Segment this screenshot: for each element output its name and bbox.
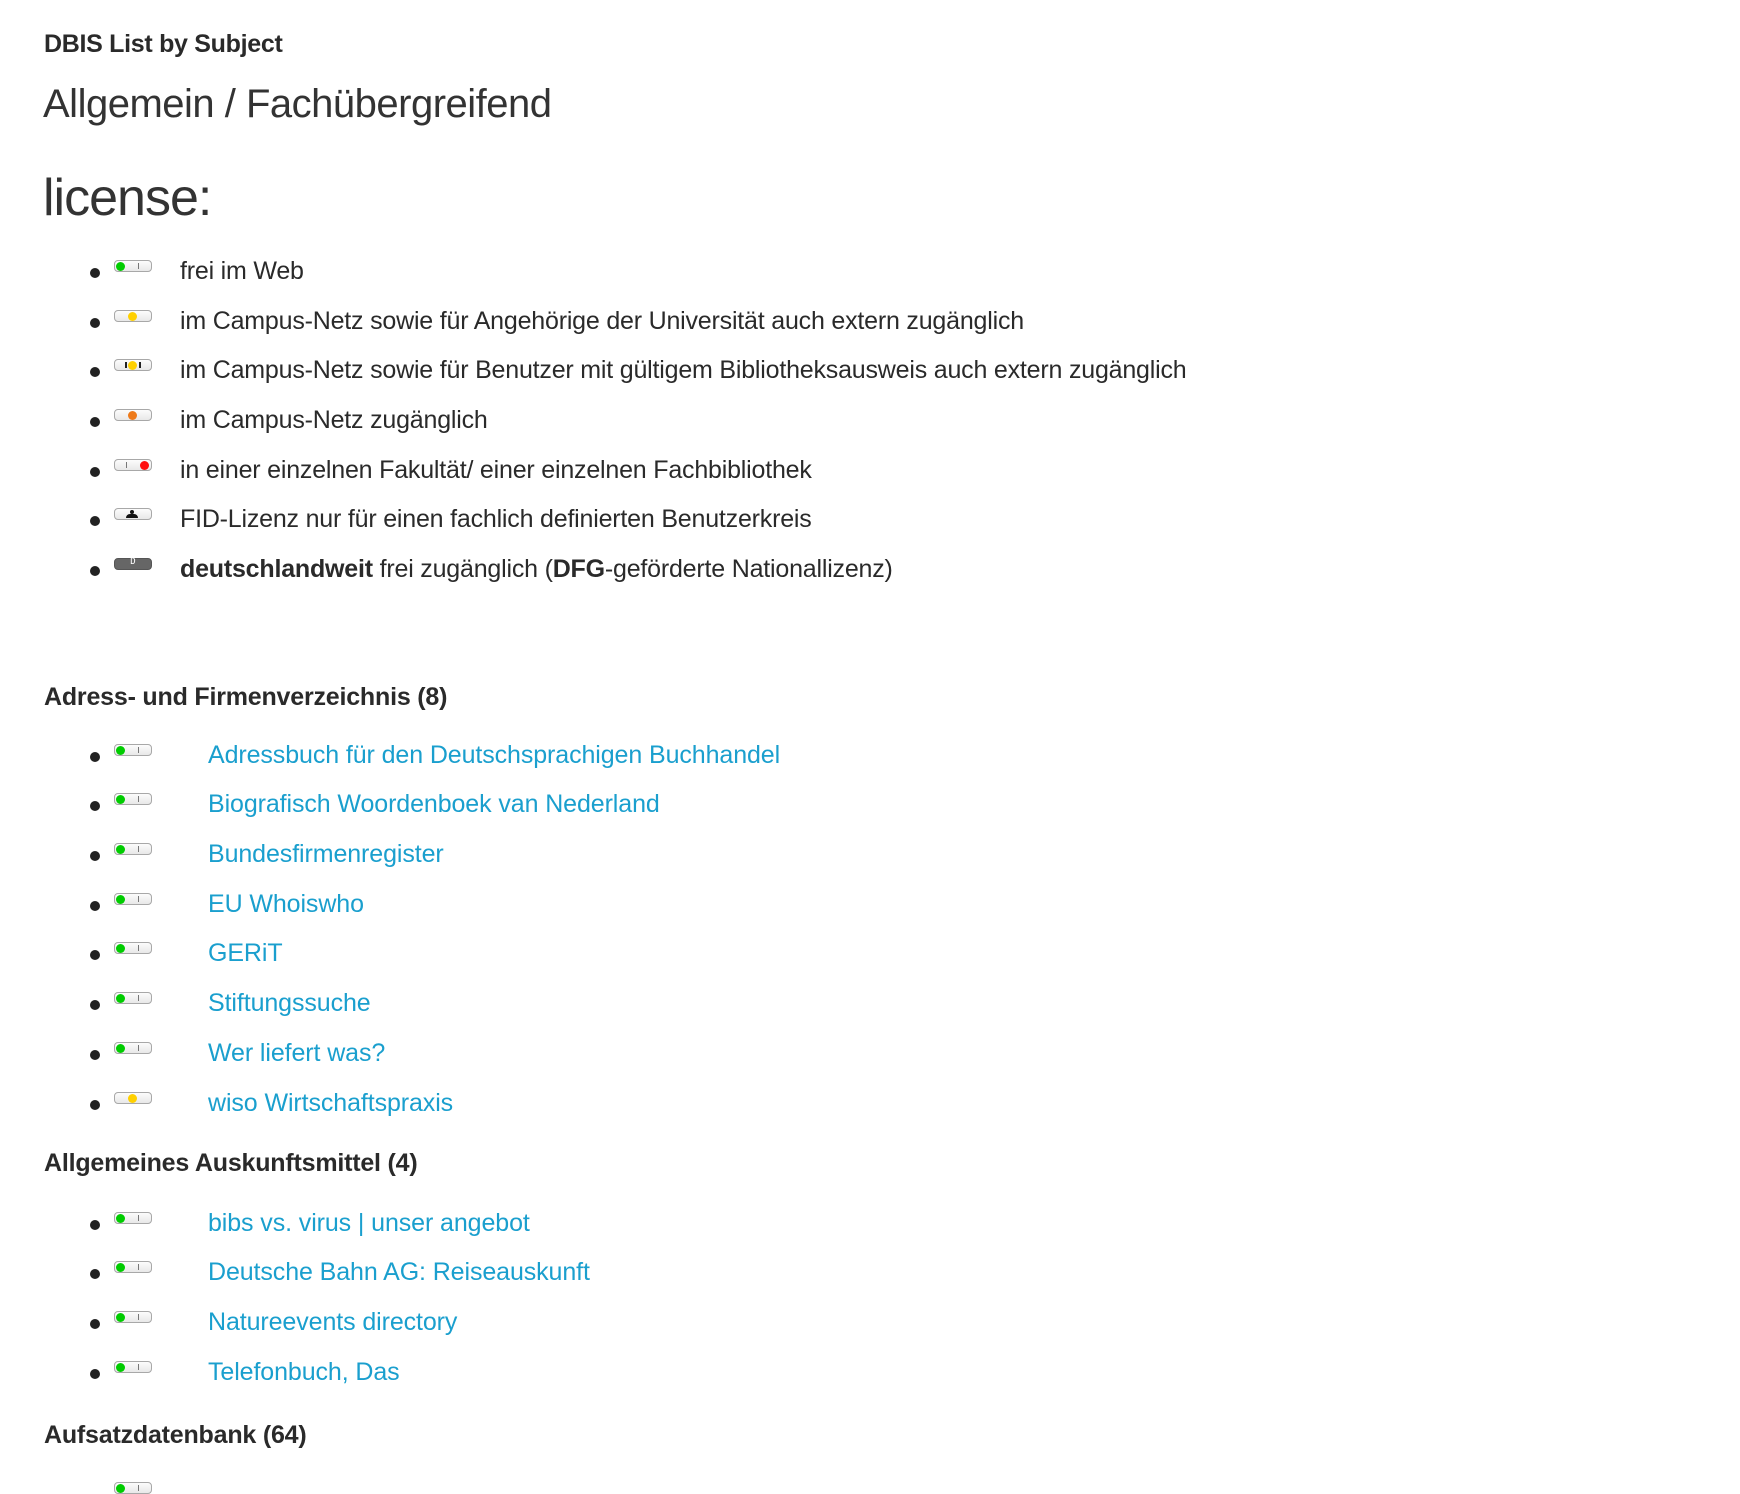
subject-title: Allgemein / Fachübergreifend xyxy=(43,82,552,126)
section-heading: Adress- und Firmenverzeichnis (8) xyxy=(44,683,448,711)
fid-user-icon xyxy=(114,508,152,520)
database-link[interactable]: GERiT xyxy=(208,939,283,967)
database-link[interactable]: Deutsche Bahn AG: Reiseauskunft xyxy=(208,1258,590,1286)
yellow-traffic-light-icon xyxy=(114,310,152,322)
database-link[interactable]: Bundesfirmenregister xyxy=(208,840,444,868)
database-link[interactable]: bibs vs. virus | unser angebot xyxy=(208,1209,530,1237)
green-traffic-light-icon xyxy=(114,942,152,954)
green-traffic-light-icon xyxy=(114,1261,152,1273)
bullet-icon xyxy=(90,417,100,427)
bullet-icon xyxy=(90,367,100,377)
bullet-icon xyxy=(90,268,100,278)
legend-text: im Campus-Netz zugänglich xyxy=(180,406,488,434)
legend-text: frei im Web xyxy=(180,257,304,285)
database-link[interactable]: Adressbuch für den Deutschsprachigen Buchhandel xyxy=(208,741,781,769)
green-traffic-light-icon xyxy=(114,1482,152,1494)
yellow-traffic-light-icon xyxy=(114,1092,152,1104)
legend-text: im Campus-Netz sowie für Angehörige der Universität auch extern zugänglich xyxy=(180,307,1024,335)
green-traffic-light-icon xyxy=(114,744,152,756)
green-traffic-light-icon xyxy=(114,1311,152,1323)
green-traffic-light-icon xyxy=(114,260,152,272)
database-link[interactable]: Biografisch Woordenboek van Nederland xyxy=(208,790,660,818)
red-traffic-light-icon xyxy=(114,459,152,471)
database-link[interactable]: Stiftungssuche xyxy=(208,989,371,1017)
section-heading: Aufsatzdatenbank (64) xyxy=(44,1421,307,1449)
green-traffic-light-icon xyxy=(114,1042,152,1054)
green-traffic-light-icon xyxy=(114,843,152,855)
bullet-icon xyxy=(90,516,100,526)
section-heading: Allgemeines Auskunftsmittel (4) xyxy=(44,1149,418,1177)
orange-traffic-light-icon xyxy=(114,409,152,421)
green-traffic-light-icon xyxy=(114,1361,152,1373)
green-traffic-light-icon xyxy=(114,893,152,905)
legend-text: in einer einzelnen Fakultät/ einer einzelnen Fachbibliothek xyxy=(180,456,812,484)
legend-text: im Campus-Netz sowie für Benutzer mit gültigem Bibliotheksausweis auch extern zugänglich xyxy=(180,356,1187,384)
green-traffic-light-icon xyxy=(114,992,152,1004)
national-license-d-icon: D xyxy=(114,558,152,570)
database-link[interactable]: Natureevents directory xyxy=(208,1308,458,1336)
bullet-icon xyxy=(90,566,100,576)
bullet-icon xyxy=(90,318,100,328)
legend-text: FID-Lizenz nur für einen fachlich definierten Benutzerkreis xyxy=(180,505,812,533)
page-label: DBIS List by Subject xyxy=(44,30,283,58)
database-link[interactable]: Wer liefert was? xyxy=(208,1039,386,1067)
green-traffic-light-icon xyxy=(114,793,152,805)
yellow-bars-traffic-light-icon xyxy=(114,359,152,371)
database-link[interactable]: Telefonbuch, Das xyxy=(208,1358,400,1386)
bullet-icon xyxy=(90,467,100,477)
green-traffic-light-icon xyxy=(114,1212,152,1224)
database-link[interactable]: wiso Wirtschaftspraxis xyxy=(208,1089,454,1117)
license-heading: license: xyxy=(43,169,212,227)
database-link[interactable]: EU Whoiswho xyxy=(208,890,364,918)
legend-text: deutschlandweit frei zugänglich (DFG-geförderte Nationallizenz) xyxy=(180,555,893,583)
